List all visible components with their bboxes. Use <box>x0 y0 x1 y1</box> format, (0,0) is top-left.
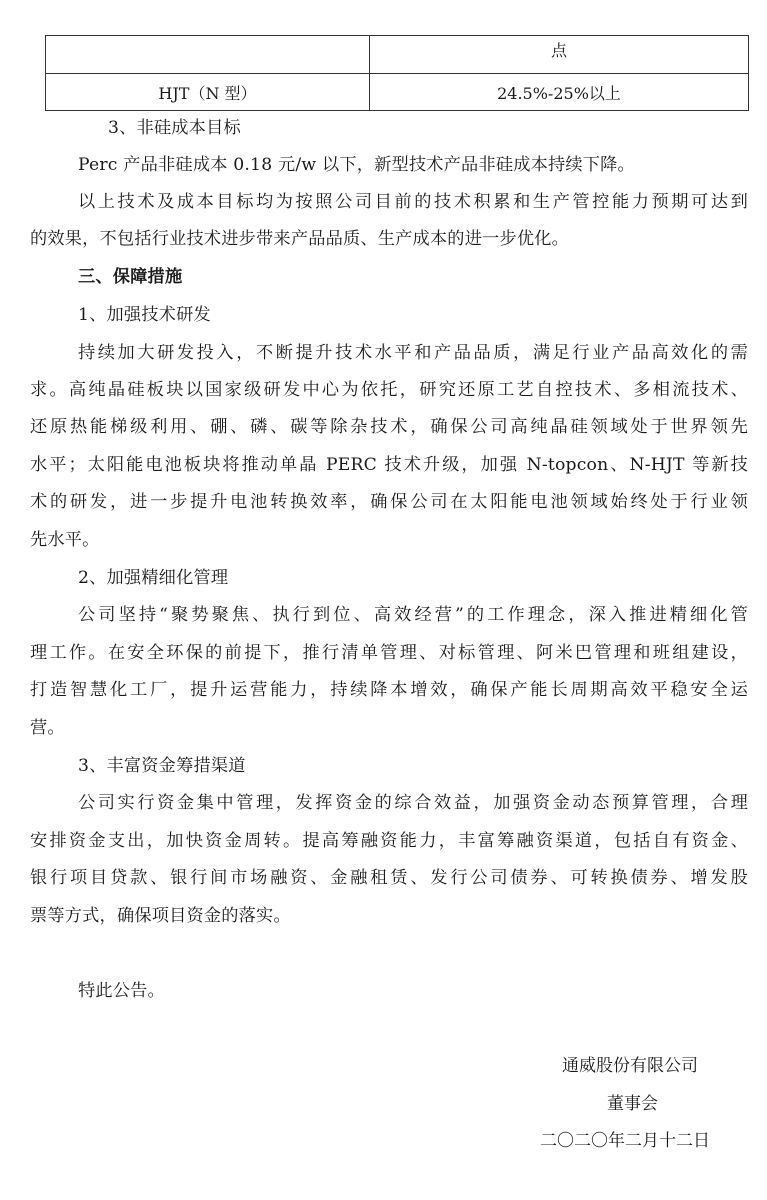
summary-line-2: 的效果，不包括行业技术进步带来产品品质、生产成本的进一步优化。 <box>30 229 570 249</box>
table-cell <box>46 36 370 74</box>
measure3-line: 票等方式，确保项目资金的落实。 <box>30 906 291 926</box>
measure1-heading: 1、加强技术研发 <box>78 305 211 325</box>
measure1-line: 术的研发，进一步提升电池转换效率，确保公司在太阳能电池领域始终处于行业领 <box>30 492 748 512</box>
signature-company: 通威股份有限公司 <box>562 1056 698 1076</box>
measure3-line: 安排资金支出，加快资金周转。提高筹融资能力，丰富筹融资渠道，包括自有资金、 <box>30 831 748 851</box>
summary-line-1: 以上技术及成本目标均为按照公司目前的技术积累和生产管控能力预期可达到 <box>78 192 748 212</box>
measure3-line: 公司实行资金集中管理，发挥资金的综合效益，加强资金动态预算管理，合理 <box>78 793 748 813</box>
nonsilicon-text: Perc 产品非硅成本 0.18 元/w 以下，新型技术产品非硅成本持续下降。 <box>78 155 635 175</box>
tech-target-table <box>45 35 749 111</box>
measure2-line: 公司坚持“聚势聚焦、执行到位、高效经营”的工作理念，深入推进精细化管 <box>78 605 748 625</box>
measure1-line: 还原热能梯级利用、硼、磷、碳等除杂技术，确保公司高纯晶硅领域处于世界领先 <box>30 417 748 437</box>
measure3-line: 银行项目贷款、银行间市场融资、金融租赁、发行公司债券、可转换债券、增发股 <box>30 868 748 888</box>
measure1-line: 先水平。 <box>30 530 100 550</box>
measure1-line: 水平；太阳能电池板块将推动单晶 PERC 技术升级，加强 N-topcon、N-HJT 等新技 <box>30 455 748 475</box>
signature-board: 董事会 <box>607 1094 658 1114</box>
measure2-line: 理工作。在安全环保的前提下，推行清单管理、对标管理、阿米巴管理和班组建设， <box>30 643 748 663</box>
closing-text: 特此公告。 <box>78 981 165 1001</box>
table-cell: 24.5%-25%以上 <box>370 74 749 111</box>
measure3-heading: 3、丰富资金筹措渠道 <box>78 756 246 776</box>
nonsilicon-heading: 3、非硅成本目标 <box>108 118 241 138</box>
table-cell: HJT（N 型） <box>46 74 370 111</box>
signature-date: 二〇二〇年二月十二日 <box>540 1131 710 1151</box>
measure2-line: 打造智慧化工厂，提升运营能力，持续降本增效，确保产能长周期高效平稳安全运 <box>30 680 748 700</box>
table-row <box>46 74 749 111</box>
table-row <box>46 36 749 74</box>
table-cell: 点 <box>370 36 749 74</box>
measure2-line: 营。 <box>30 718 65 738</box>
section-title-measures: 三、保障措施 <box>78 267 183 287</box>
measure1-line: 持续加大研发投入，不断提升技术水平和产品品质，满足行业产品高效化的需 <box>78 343 748 363</box>
measure2-heading: 2、加强精细化管理 <box>78 568 229 588</box>
measure1-line: 求。高纯晶硅板块以国家级研发中心为依托，研究还原工艺自控技术、多相流技术、 <box>30 380 748 400</box>
